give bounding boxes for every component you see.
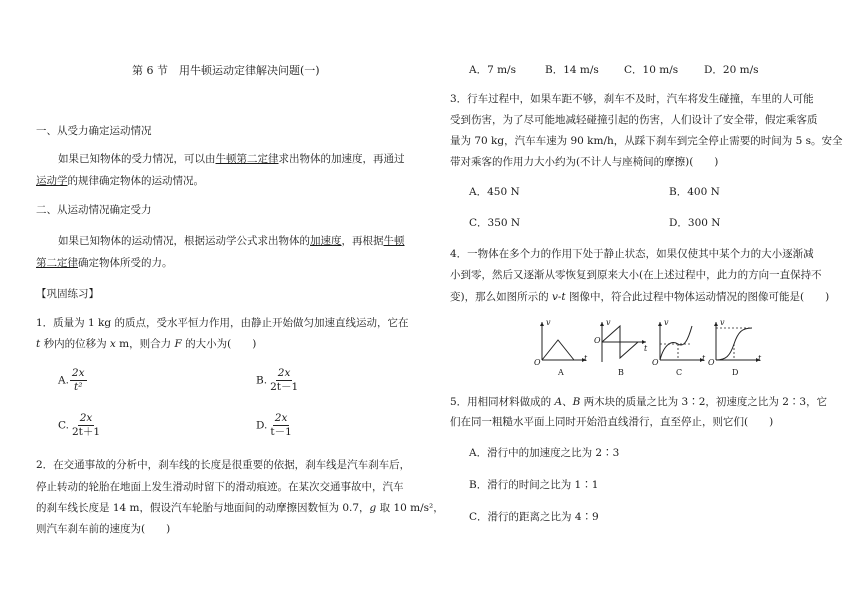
- curve: [660, 326, 692, 360]
- q2-line1: 2．在交通事故的分析中，刹车线的长度是很重要的依据，刹车线是汽车刹车后，: [36, 459, 411, 471]
- vt-graph-c[interactable]: [652, 318, 708, 380]
- var-g: g: [369, 502, 377, 514]
- axis-t-label: t: [644, 344, 648, 353]
- q1-option-d[interactable]: [256, 412, 294, 439]
- var-A: A: [554, 396, 563, 408]
- numerator: 2x: [71, 367, 85, 379]
- practice-heading: 【巩固练习】: [36, 288, 99, 300]
- option-label: D.: [256, 419, 268, 432]
- text: 的刹车线长度是 14 m，假设汽车轮胎与地面间的动摩擦因数恒为 0.7，: [36, 502, 370, 514]
- origin-label: O: [534, 358, 541, 367]
- text: 5．用相同材料做成的: [450, 396, 555, 408]
- q2-line2: 停止转动的轮胎在地面上发生滑动时留下的滑动痕迹。在某次交通事故中，汽车: [36, 481, 404, 493]
- link-newton: 牛顿: [383, 235, 405, 247]
- graph-a-plot: [534, 318, 590, 368]
- graph-label-a: A: [558, 368, 564, 377]
- graph-label-c: C: [676, 368, 683, 377]
- q3-line2: 受到伤害，为了尽可能地减轻碰撞引起的伤害，人们设计了安全带，假定乘客质: [450, 114, 818, 126]
- text: m，则合力: [115, 338, 175, 350]
- text: 图像中，符合此过程中物体运动情况的图像可能是( ): [565, 291, 830, 303]
- q5-option-a[interactable]: A．滑行中的加速度之比为 2∶3: [469, 447, 620, 459]
- var-B: B: [572, 396, 581, 408]
- q2-option-c[interactable]: C．10 m/s: [624, 64, 679, 76]
- numerator: 2x: [79, 412, 93, 424]
- v-axis-arrow: [658, 322, 662, 326]
- link-kinematics: 运动学: [36, 175, 68, 187]
- q5-option-b[interactable]: B．滑行的时间之比为 1∶1: [469, 479, 599, 491]
- origin-label: O: [594, 336, 601, 345]
- link-newton-second-law: 牛顿第二定律: [215, 153, 279, 165]
- text: 确定物体所受的力。: [78, 257, 173, 269]
- v-axis-arrow: [540, 322, 544, 326]
- var-t: t: [36, 338, 41, 350]
- vt-graph-a[interactable]: [534, 318, 590, 380]
- axis-v-label: v: [664, 318, 669, 327]
- axis-t-label: t: [584, 354, 588, 363]
- axis-t-label: t: [758, 354, 762, 363]
- section2-paragraph-line2: [36, 255, 173, 270]
- q3-option-b[interactable]: B．400 N: [669, 186, 720, 198]
- q3-option-c[interactable]: C．350 N: [469, 217, 521, 229]
- text: 变)，那么如图所示的: [450, 291, 552, 303]
- q1-option-c[interactable]: [58, 412, 102, 439]
- section2-heading: 二、从运动情况确定受力: [36, 204, 152, 216]
- axis-v-label: v: [720, 318, 725, 327]
- graph-label-d: D: [732, 368, 739, 377]
- q2-option-d[interactable]: D．20 m/s: [704, 64, 759, 76]
- fraction: [70, 367, 87, 394]
- text: 如果已知物体的受力情况，可以由: [58, 153, 216, 165]
- page-title: 第 6 节 用牛顿运动定律解决问题(一): [132, 64, 320, 77]
- q2-option-a[interactable]: A．7 m/s: [469, 64, 516, 76]
- origin-label: O: [708, 358, 715, 367]
- text: 的大小为( ): [181, 338, 257, 350]
- q3-line1: 3．行车过程中，如果车距不够，刹车不及时，汽车将发生碰撞，车里的人可能: [450, 93, 814, 105]
- denominator: 2t－1: [270, 381, 299, 393]
- graph-label-b: B: [618, 368, 624, 377]
- fraction: [268, 367, 300, 394]
- origin-label: O: [652, 358, 659, 367]
- q3-line4: 带对乘客的作用力大小约为(不计人与座椅间的摩擦)( ): [450, 156, 719, 168]
- option-label: B.: [256, 374, 268, 387]
- section1-paragraph-line2: [36, 173, 204, 188]
- axis-t-label: t: [702, 354, 706, 363]
- var-x: x: [109, 338, 116, 350]
- numerator: 2x: [274, 412, 288, 424]
- q1-option-b[interactable]: [256, 367, 300, 394]
- q1-line1: 1．质量为 1 kg 的质点，受水平恒力作用，由静止开始做匀加速直线运动，它在: [36, 317, 409, 329]
- text: 的规律确定物体的运动情况。: [67, 175, 204, 187]
- q2-line4: 则汽车刹车前的速度为( ): [36, 523, 171, 535]
- option-label: C.: [58, 419, 69, 432]
- q5-line2: 们在同一粗糙水平面上同时开始沿直线滑行，直至停止，则它们( ): [450, 416, 774, 428]
- text: 求出物体的加速度，再通过: [278, 153, 405, 165]
- denominator: t²: [74, 381, 83, 393]
- var-F: F: [174, 338, 182, 350]
- q3-line3: 量为 70 kg，汽车车速为 90 km/h，从踩下刹车到完全停止需要的时间为 5 s。安全: [450, 135, 843, 147]
- q2-option-b[interactable]: B．14 m/s: [545, 64, 599, 76]
- vt-graph-b[interactable]: [594, 318, 650, 380]
- q1-line2: [36, 336, 256, 351]
- curve: [542, 340, 574, 360]
- text: 两木块的质量之比为 3∶2，初速度之比为 2∶3，它: [580, 396, 828, 408]
- q4-line3: [450, 289, 829, 304]
- axis-v-label: v: [606, 318, 611, 327]
- section1-paragraph-line1: [58, 151, 405, 166]
- q4-line2: 小到零，然后又逐渐从零恢复到原来大小(在上述过程中，此力的方向一直保持不: [450, 269, 822, 281]
- var-vt: v-t: [551, 291, 566, 303]
- text: 、: [562, 396, 573, 408]
- text: 如果已知物体的运动情况，根据运动学公式求出物体的: [58, 235, 310, 247]
- option-label: A.: [58, 374, 69, 387]
- link-second-law: 第二定律: [36, 257, 78, 269]
- section2-paragraph-line1: [58, 233, 405, 248]
- graph-b-plot: [594, 318, 650, 368]
- section1-heading: 一、从受力确定运动情况: [36, 125, 152, 137]
- q1-option-a[interactable]: [58, 367, 87, 394]
- q5-option-c[interactable]: C．滑行的距离之比为 4∶9: [469, 511, 599, 523]
- fraction: [268, 412, 293, 439]
- q4-line1: 4．一物体在多个力的作用下处于静止状态，如果仅使其中某个力的大小逐渐减: [450, 248, 814, 260]
- graph-d-plot: [708, 318, 764, 368]
- text: 秒内的位移为: [40, 338, 110, 350]
- q2-line3: [36, 500, 444, 515]
- link-acceleration: 加速度: [310, 235, 342, 247]
- text: 取 10 m/s²，: [376, 502, 444, 514]
- text: ，再根据: [341, 235, 384, 247]
- graph-c-plot: [652, 318, 708, 368]
- q5-line1: [450, 394, 827, 409]
- denominator: t－1: [270, 426, 292, 438]
- fraction: [70, 412, 102, 439]
- denominator: 2t＋1: [72, 426, 101, 438]
- numerator: 2x: [277, 367, 291, 379]
- v-axis-arrow: [714, 322, 718, 326]
- vt-graph-d[interactable]: [708, 318, 764, 380]
- axis-v-label: v: [546, 318, 551, 327]
- q3-option-a[interactable]: A．450 N: [469, 186, 520, 198]
- v-axis-arrow: [600, 322, 604, 326]
- q3-option-d[interactable]: D．300 N: [669, 217, 721, 229]
